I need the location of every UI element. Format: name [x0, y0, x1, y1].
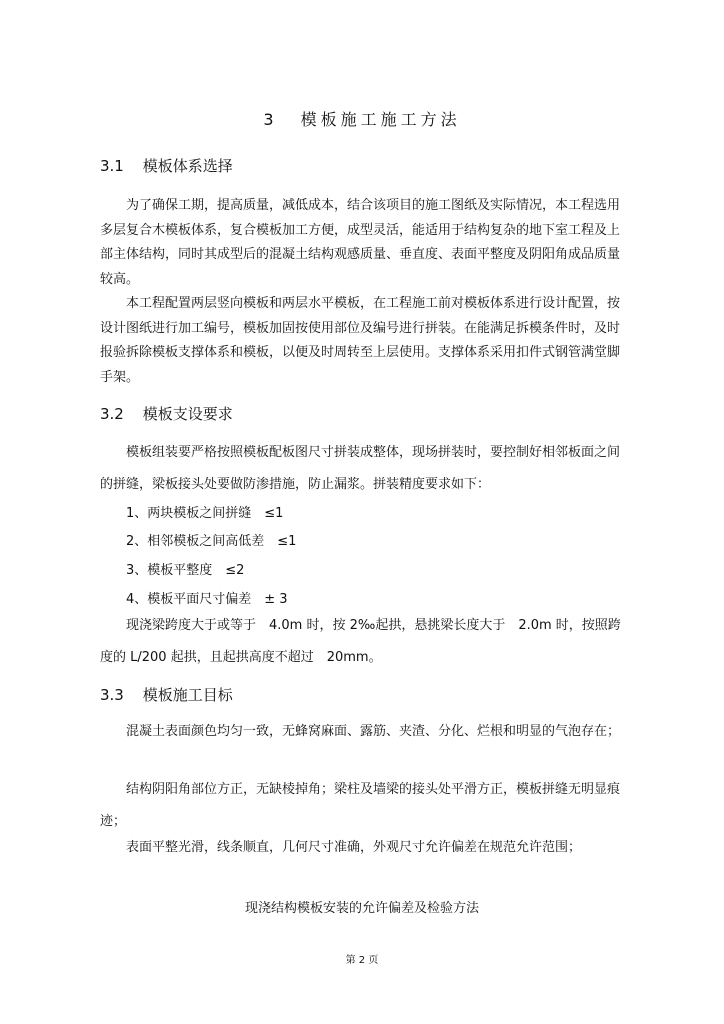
section-title: 模板支设要求	[142, 405, 233, 423]
section-number: 3.1	[100, 157, 124, 175]
chapter-title	[0, 107, 724, 130]
list-item: 3、模板平整度 ≤2	[126, 563, 245, 578]
section-title: 模板体系选择	[142, 157, 233, 175]
list-item: 4、模板平面尺寸偏差 ± 3	[126, 592, 288, 607]
section-number: 3.3	[100, 686, 124, 704]
paragraph-camber: 现浇梁跨度大于或等于 4.0m 时，按 2‰起拱，悬挑梁长度大于 2.0m 时，按照跨度的 L/200 起拱，且起拱高度不超过 20mm。	[100, 618, 621, 665]
paragraph-assembly-requirements: 模板组装要严格按照模板配板图尺寸拼装成整体，现场拼装时，要控制好相邻板面之间的拼缝，梁板接头处要做防渗措施，防止漏浆。拼装精度要求如下：	[100, 445, 621, 492]
chapter-title-text: 模板施工施工方法	[300, 110, 461, 129]
paragraph-flatness-goal: 表面平整光滑，线条顺直，几何尺寸准确，外观尺寸允许偏差在规范允许范围；	[126, 840, 582, 855]
section-heading-3-2	[100, 403, 233, 424]
paragraph-formwork-config: 本工程配置两层竖向模板和两层水平模板，在工程施工前对模板体系进行设计配置，按设计图纸进行加工编号，模板加固按使用部位及编号进行拼装。在能满足拆模条件时，及时报验拆除模板支撑体系和模板，以便及时周转至上层使用。支撑体系采用扣件式钢管满堂脚手架。	[100, 296, 621, 385]
list-item: 2、相邻模板之间高低差 ≤1	[126, 534, 297, 549]
list-item: 1、两块模板之间拼缝 ≤1	[126, 506, 284, 521]
page-number: 第 2 页	[345, 955, 379, 966]
paragraph-system-selection: 为了确保工期，提高质量，减低成本，结合该项目的施工图纸及实际情况，本工程选用多层复合木模板体系，复合模板加工方便，成型灵活，能适用于结构复杂的地下室工程及上部主体结构，同时其成型后的混凝土结构观感质量、垂直度、表面平整度及阴阳角成品质量较高。	[100, 198, 621, 287]
paragraph-corner-goal: 结构阴阳角部位方正，无缺棱掉角；梁柱及墙梁的接头处平滑方正，模板拼缝无明显痕迹；	[100, 782, 621, 829]
table-caption: 现浇结构模板安装的允许偏差及检验方法	[244, 901, 479, 916]
chapter-number: 3	[263, 110, 278, 129]
section-number: 3.2	[100, 405, 124, 423]
paragraph-surface-goal: 混凝土表面颜色均匀一致，无蜂窝麻面、露筋、夹渣、分化、烂根和明显的气泡存在；	[126, 724, 621, 739]
section-heading-3-3	[100, 684, 233, 705]
section-title: 模板施工目标	[142, 686, 233, 704]
section-heading-3-1	[100, 155, 233, 176]
